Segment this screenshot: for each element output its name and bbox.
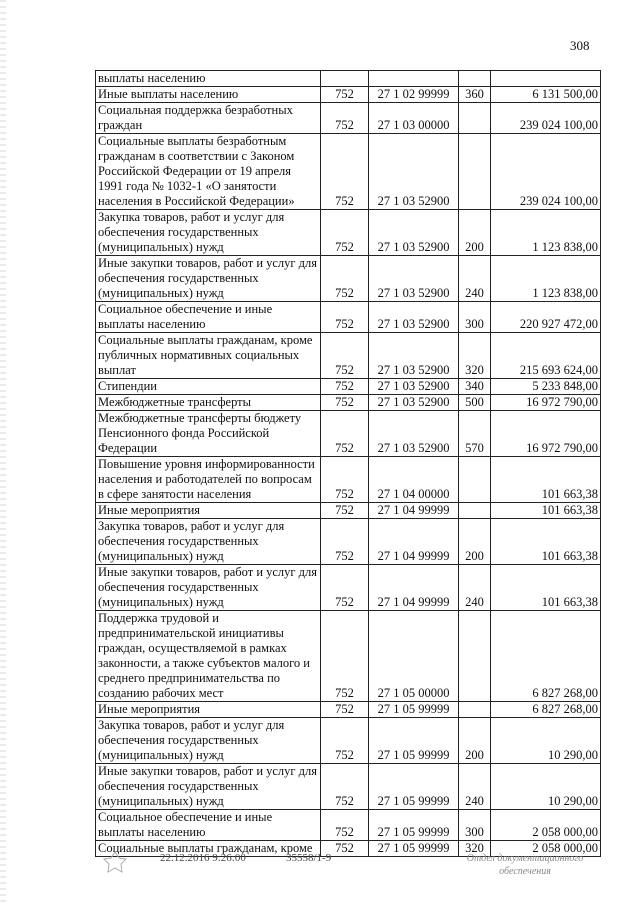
row-name: Иные закупки товаров, работ и услуг для обеспечения государственных (муниципальных) нужд bbox=[96, 256, 321, 302]
row-amount: 16 972 790,00 bbox=[491, 395, 601, 411]
row-name: Закупка товаров, работ и услуг для обеспечения государственных (муниципальных) нужд bbox=[96, 210, 321, 256]
row-gr-code: 752 bbox=[321, 702, 369, 718]
row-amount: 215 693 624,00 bbox=[491, 333, 601, 379]
row-amount: 6 827 268,00 bbox=[491, 611, 601, 702]
department-line-2: обеспечения bbox=[499, 866, 551, 877]
row-vr-code: 570 bbox=[459, 411, 491, 457]
table-row bbox=[96, 71, 601, 87]
row-csr-code bbox=[369, 71, 459, 87]
row-gr-code: 752 bbox=[321, 302, 369, 333]
row-vr-code: 360 bbox=[459, 87, 491, 103]
row-name: Иные мероприятия bbox=[96, 702, 321, 718]
row-vr-code: 340 bbox=[459, 379, 491, 395]
row-csr-code: 27 1 03 52900 bbox=[369, 256, 459, 302]
table-row bbox=[96, 379, 601, 395]
row-vr-code bbox=[459, 134, 491, 210]
row-amount: 2 058 000,00 bbox=[491, 810, 601, 841]
table-row bbox=[96, 302, 601, 333]
row-amount: 239 024 100,00 bbox=[491, 103, 601, 134]
row-csr-code: 27 1 05 99999 bbox=[369, 702, 459, 718]
row-amount: 220 927 472,00 bbox=[491, 302, 601, 333]
row-vr-code bbox=[459, 71, 491, 87]
department-stamp bbox=[450, 852, 600, 878]
table-row bbox=[96, 210, 601, 256]
row-name: выплаты населению bbox=[96, 71, 321, 87]
row-vr-code: 300 bbox=[459, 302, 491, 333]
row-vr-code: 200 bbox=[459, 718, 491, 764]
row-gr-code: 752 bbox=[321, 810, 369, 841]
row-gr-code: 752 bbox=[321, 519, 369, 565]
row-amount: 10 290,00 bbox=[491, 718, 601, 764]
row-csr-code: 27 1 05 99999 bbox=[369, 810, 459, 841]
row-csr-code: 27 1 02 99999 bbox=[369, 87, 459, 103]
table-row bbox=[96, 810, 601, 841]
page-number: 308 bbox=[570, 38, 590, 53]
row-amount: 101 663,38 bbox=[491, 457, 601, 503]
row-gr-code: 752 bbox=[321, 134, 369, 210]
row-name: Закупка товаров, работ и услуг для обеспечения государственных (муниципальных) нужд bbox=[96, 519, 321, 565]
row-name: Стипендии bbox=[96, 379, 321, 395]
table-row bbox=[96, 411, 601, 457]
row-name: Межбюджетные трансферты bbox=[96, 395, 321, 411]
budget-table bbox=[95, 70, 601, 857]
row-csr-code: 27 1 04 00000 bbox=[369, 457, 459, 503]
table-row bbox=[96, 764, 601, 810]
row-name: Социальная поддержка безработных граждан bbox=[96, 103, 321, 134]
row-gr-code: 752 bbox=[321, 379, 369, 395]
row-name: Поддержка трудовой и предпринимательской инициативы граждан, осуществляемой в рамках законности, а также субъектов малого и среднего предпринимательства по созданию рабочих мест bbox=[96, 611, 321, 702]
footer-timestamp: 22.12.2016 9:26:00 bbox=[160, 852, 246, 864]
row-vr-code bbox=[459, 103, 491, 134]
row-gr-code: 752 bbox=[321, 210, 369, 256]
row-amount: 101 663,38 bbox=[491, 519, 601, 565]
table-row bbox=[96, 519, 601, 565]
row-csr-code: 27 1 05 00000 bbox=[369, 611, 459, 702]
row-name: Иные закупки товаров, работ и услуг для обеспечения государственных (муниципальных) нужд bbox=[96, 565, 321, 611]
row-csr-code: 27 1 03 52900 bbox=[369, 333, 459, 379]
row-gr-code: 752 bbox=[321, 457, 369, 503]
row-amount: 10 290,00 bbox=[491, 764, 601, 810]
row-csr-code: 27 1 05 99999 bbox=[369, 841, 459, 857]
department-line-1: Отдел документационного bbox=[466, 853, 584, 864]
row-gr-code: 752 bbox=[321, 718, 369, 764]
table-row bbox=[96, 565, 601, 611]
row-name: Иные мероприятия bbox=[96, 503, 321, 519]
row-amount: 6 827 268,00 bbox=[491, 702, 601, 718]
table-row bbox=[96, 134, 601, 210]
row-csr-code: 27 1 04 99999 bbox=[369, 519, 459, 565]
row-csr-code: 27 1 03 52900 bbox=[369, 302, 459, 333]
row-name: Социальное обеспечение и иные выплаты населению bbox=[96, 302, 321, 333]
row-gr-code: 752 bbox=[321, 611, 369, 702]
row-gr-code: 752 bbox=[321, 411, 369, 457]
row-gr-code: 752 bbox=[321, 333, 369, 379]
row-csr-code: 27 1 03 52900 bbox=[369, 411, 459, 457]
row-vr-code: 320 bbox=[459, 333, 491, 379]
row-csr-code: 27 1 04 99999 bbox=[369, 503, 459, 519]
row-vr-code: 200 bbox=[459, 519, 491, 565]
row-csr-code: 27 1 05 99999 bbox=[369, 764, 459, 810]
row-csr-code: 27 1 03 52900 bbox=[369, 379, 459, 395]
row-gr-code: 752 bbox=[321, 764, 369, 810]
table-row bbox=[96, 702, 601, 718]
row-vr-code bbox=[459, 702, 491, 718]
row-vr-code: 240 bbox=[459, 764, 491, 810]
row-name: Закупка товаров, работ и услуг для обеспечения государственных (муниципальных) нужд bbox=[96, 718, 321, 764]
row-gr-code: 752 bbox=[321, 87, 369, 103]
row-csr-code: 27 1 03 00000 bbox=[369, 103, 459, 134]
row-name: Социальные выплаты гражданам, кроме bbox=[96, 841, 321, 857]
row-vr-code: 300 bbox=[459, 810, 491, 841]
table-row bbox=[96, 611, 601, 702]
row-name: Социальные выплаты гражданам, кроме публичных нормативных социальных выплат bbox=[96, 333, 321, 379]
row-name: Иные закупки товаров, работ и услуг для обеспечения государственных (муниципальных) нужд bbox=[96, 764, 321, 810]
table-row bbox=[96, 395, 601, 411]
row-amount: 101 663,38 bbox=[491, 503, 601, 519]
row-amount bbox=[491, 71, 601, 87]
row-gr-code: 752 bbox=[321, 256, 369, 302]
row-vr-code bbox=[459, 457, 491, 503]
scan-edge bbox=[0, 0, 6, 905]
row-amount: 6 131 500,00 bbox=[491, 87, 601, 103]
row-csr-code: 27 1 04 99999 bbox=[369, 565, 459, 611]
row-amount: 1 123 838,00 bbox=[491, 256, 601, 302]
row-csr-code: 27 1 03 52900 bbox=[369, 210, 459, 256]
row-gr-code: 752 bbox=[321, 565, 369, 611]
row-name: Иные выплаты населению bbox=[96, 87, 321, 103]
table-row bbox=[96, 457, 601, 503]
row-gr-code: 752 bbox=[321, 503, 369, 519]
table-row bbox=[96, 718, 601, 764]
table-row bbox=[96, 333, 601, 379]
row-vr-code: 200 bbox=[459, 210, 491, 256]
row-gr-code bbox=[321, 71, 369, 87]
row-amount: 239 024 100,00 bbox=[491, 134, 601, 210]
row-vr-code: 320 bbox=[459, 841, 491, 857]
row-gr-code: 752 bbox=[321, 841, 369, 857]
row-amount: 101 663,38 bbox=[491, 565, 601, 611]
row-gr-code: 752 bbox=[321, 103, 369, 134]
table-row bbox=[96, 503, 601, 519]
footer-doc-code: 35558/1-9 bbox=[286, 852, 332, 864]
table-row bbox=[96, 87, 601, 103]
table-row bbox=[96, 256, 601, 302]
row-amount: 5 233 848,00 bbox=[491, 379, 601, 395]
row-amount: 16 972 790,00 bbox=[491, 411, 601, 457]
row-csr-code: 27 1 05 99999 bbox=[369, 718, 459, 764]
row-vr-code: 500 bbox=[459, 395, 491, 411]
table-row bbox=[96, 103, 601, 134]
row-csr-code: 27 1 03 52900 bbox=[369, 395, 459, 411]
row-name: Межбюджетные трансферты бюджету Пенсионного фонда Российской Федерации bbox=[96, 411, 321, 457]
row-amount: 2 058 000,00 bbox=[491, 841, 601, 857]
row-name: Социальное обеспечение и иные выплаты населению bbox=[96, 810, 321, 841]
emblem-icon bbox=[100, 850, 130, 876]
row-vr-code bbox=[459, 503, 491, 519]
row-vr-code bbox=[459, 611, 491, 702]
row-name: Социальные выплаты безработным гражданам в соответствии с Законом Российской Федерации от 19 апреля 1991 года № 1032-1 «О занятости населения в Российской Федерации» bbox=[96, 134, 321, 210]
row-name: Повышение уровня информированности населения и работодателей по вопросам в сфере занятости населения bbox=[96, 457, 321, 503]
row-amount: 1 123 838,00 bbox=[491, 210, 601, 256]
row-vr-code: 240 bbox=[459, 565, 491, 611]
row-vr-code: 240 bbox=[459, 256, 491, 302]
row-csr-code: 27 1 03 52900 bbox=[369, 134, 459, 210]
row-gr-code: 752 bbox=[321, 395, 369, 411]
